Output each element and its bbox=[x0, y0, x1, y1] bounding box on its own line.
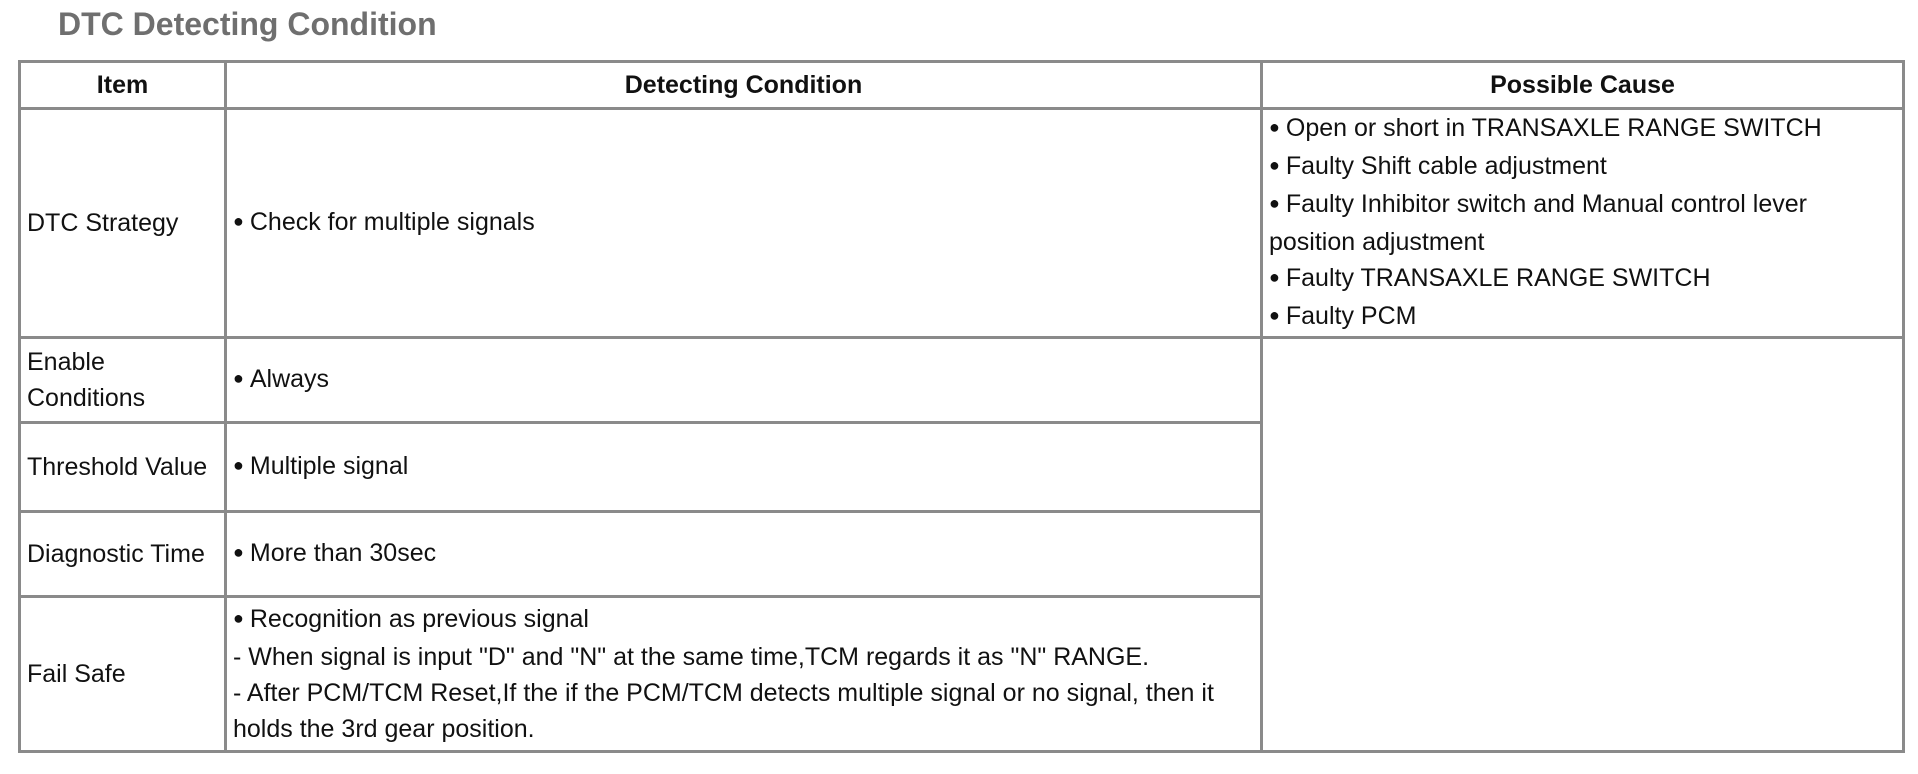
header-possible-cause: Possible Cause bbox=[1262, 62, 1904, 109]
header-detecting-condition: Detecting Condition bbox=[226, 62, 1262, 109]
condition-note: - When signal is input "D" and "N" at the same time,TCM regards it as "N" RANGE. bbox=[233, 643, 1150, 671]
condition-cell bbox=[226, 109, 1262, 338]
item-cell: Diagnostic Time bbox=[20, 512, 226, 597]
item-cell: Threshold Value bbox=[20, 423, 226, 512]
table-row bbox=[20, 109, 1904, 338]
cause-bullet: ● Faulty Inhibitor switch and Manual control lever position adjustment bbox=[1269, 186, 1896, 260]
table-header-row bbox=[20, 62, 1904, 109]
cause-cell bbox=[1262, 109, 1904, 338]
item-cell: DTC Strategy bbox=[20, 109, 226, 338]
condition-bullet: ● Always bbox=[233, 361, 1254, 399]
cause-cell-empty bbox=[1262, 338, 1904, 752]
condition-bullet: ● More than 30sec bbox=[233, 535, 1254, 573]
item-cell: Enable Conditions bbox=[20, 338, 226, 423]
cause-bullet: ● Open or short in TRANSAXLE RANGE SWITCH bbox=[1269, 110, 1896, 148]
condition-bullet: ● Recognition as previous signal bbox=[233, 601, 1254, 639]
page-title: DTC Detecting Condition bbox=[58, 6, 437, 42]
condition-cell bbox=[226, 512, 1262, 597]
cause-bullet: ● Faulty TRANSAXLE RANGE SWITCH bbox=[1269, 260, 1896, 298]
cause-bullet: ● Faulty PCM bbox=[1269, 298, 1896, 336]
condition-bullet: ● Check for multiple signals bbox=[233, 204, 1254, 242]
condition-bullet: ● Multiple signal bbox=[233, 448, 1254, 486]
condition-cell bbox=[226, 338, 1262, 423]
table-row bbox=[20, 338, 1904, 423]
condition-cell bbox=[226, 597, 1262, 752]
item-cell: Fail Safe bbox=[20, 597, 226, 752]
condition-cell bbox=[226, 423, 1262, 512]
dtc-table bbox=[18, 60, 1905, 753]
condition-note: - After PCM/TCM Reset,If the if the PCM/TCM detects multiple signal or no signal, then it holds the 3rd gear position. bbox=[233, 679, 1214, 743]
cause-bullet: ● Faulty Shift cable adjustment bbox=[1269, 148, 1896, 186]
header-item: Item bbox=[20, 62, 226, 109]
